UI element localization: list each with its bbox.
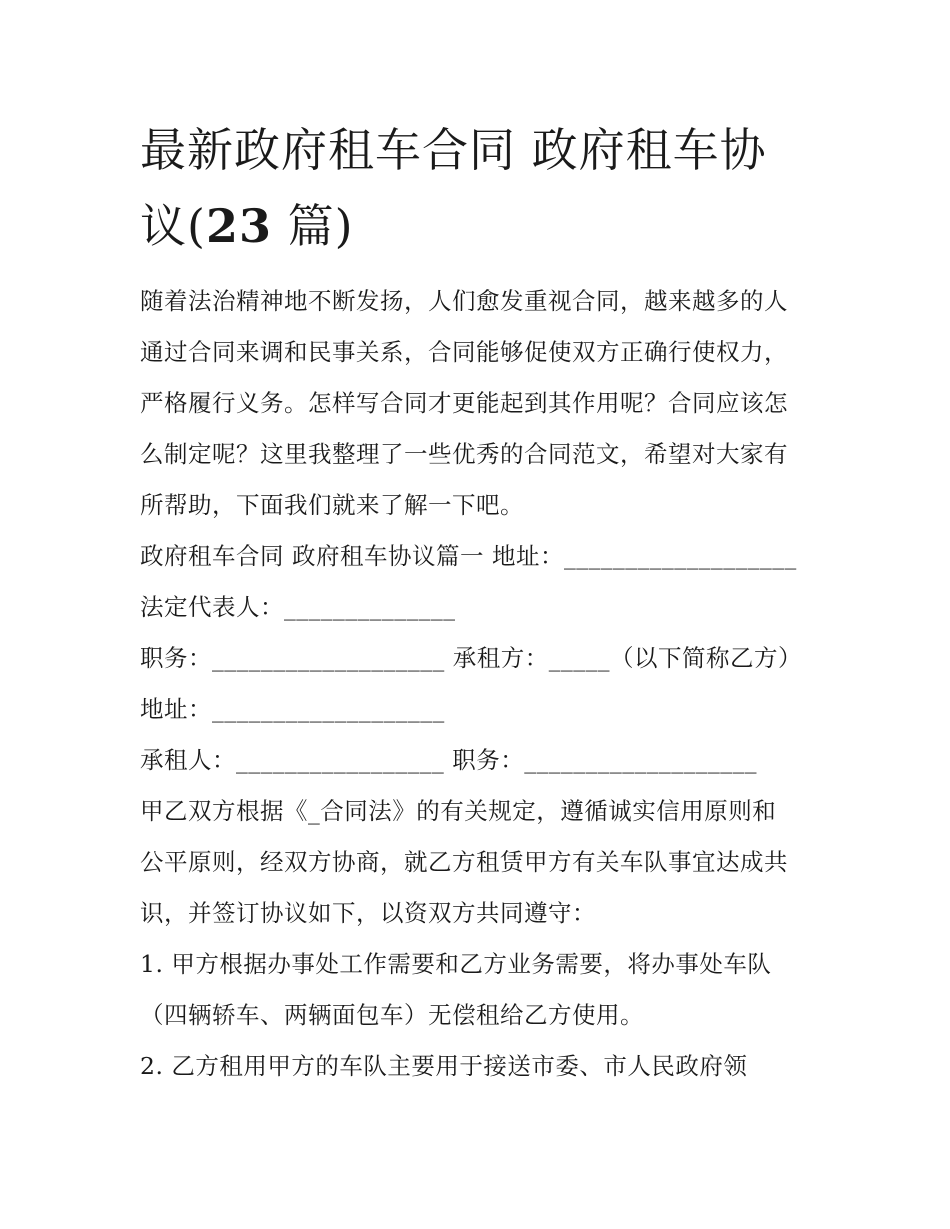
title-line-2-prefix: 议(	[140, 199, 206, 253]
section-heading-line: 政府租车合同 政府租车协议篇一 地址：___________________	[140, 542, 797, 570]
clause-1-line: 1. 甲方根据办事处工作需要和乙方业务需要，将办事处车队	[140, 950, 772, 978]
title-line-2	[140, 188, 820, 264]
legal-representative-line: 法定代表人：______________	[140, 593, 456, 621]
body-line: 所帮助，下面我们就来了解一下吧。	[140, 491, 524, 519]
document-body	[140, 276, 820, 1092]
position-lessee-line: 职务：___________________ 承租方：_____（以下简称乙方）	[140, 644, 802, 672]
body-line: 严格履行义务。怎样写合同才更能起到其作用呢？合同应该怎	[140, 389, 788, 417]
body-line: 通过合同来调和民事关系，合同能够促使双方正确行使权力，	[140, 338, 788, 366]
title-line-2-suffix: 篇)	[271, 199, 354, 253]
clause-1-continued-line: （四辆轿车、两辆面包车）无偿租给乙方使用。	[140, 1001, 644, 1029]
lessee-position-line: 承租人：_________________ 职务：___________________	[140, 746, 757, 774]
body-line: 公平原则，经双方协商，就乙方租赁甲方有关车队事宜达成共	[140, 848, 788, 876]
address-line: 地址：___________________	[140, 695, 445, 723]
clause-2-line: 2. 乙方租用甲方的车队主要用于接送市委、市人民政府领	[140, 1052, 748, 1080]
title-count: 23	[205, 199, 272, 253]
body-line: 识，并签订协议如下，以资双方共同遵守：	[140, 899, 596, 927]
body-line: 么制定呢？这里我整理了一些优秀的合同范文，希望对大家有	[140, 440, 788, 468]
title-line-1: 最新政府租车合同 政府租车协	[140, 123, 767, 177]
body-line: 随着法治精神地不断发扬，人们愈发重视合同，越来越多的人	[140, 287, 788, 315]
document-title	[140, 112, 820, 264]
body-line: 甲乙双方根据《_合同法》的有关规定，遵循诚实信用原则和	[140, 797, 777, 825]
